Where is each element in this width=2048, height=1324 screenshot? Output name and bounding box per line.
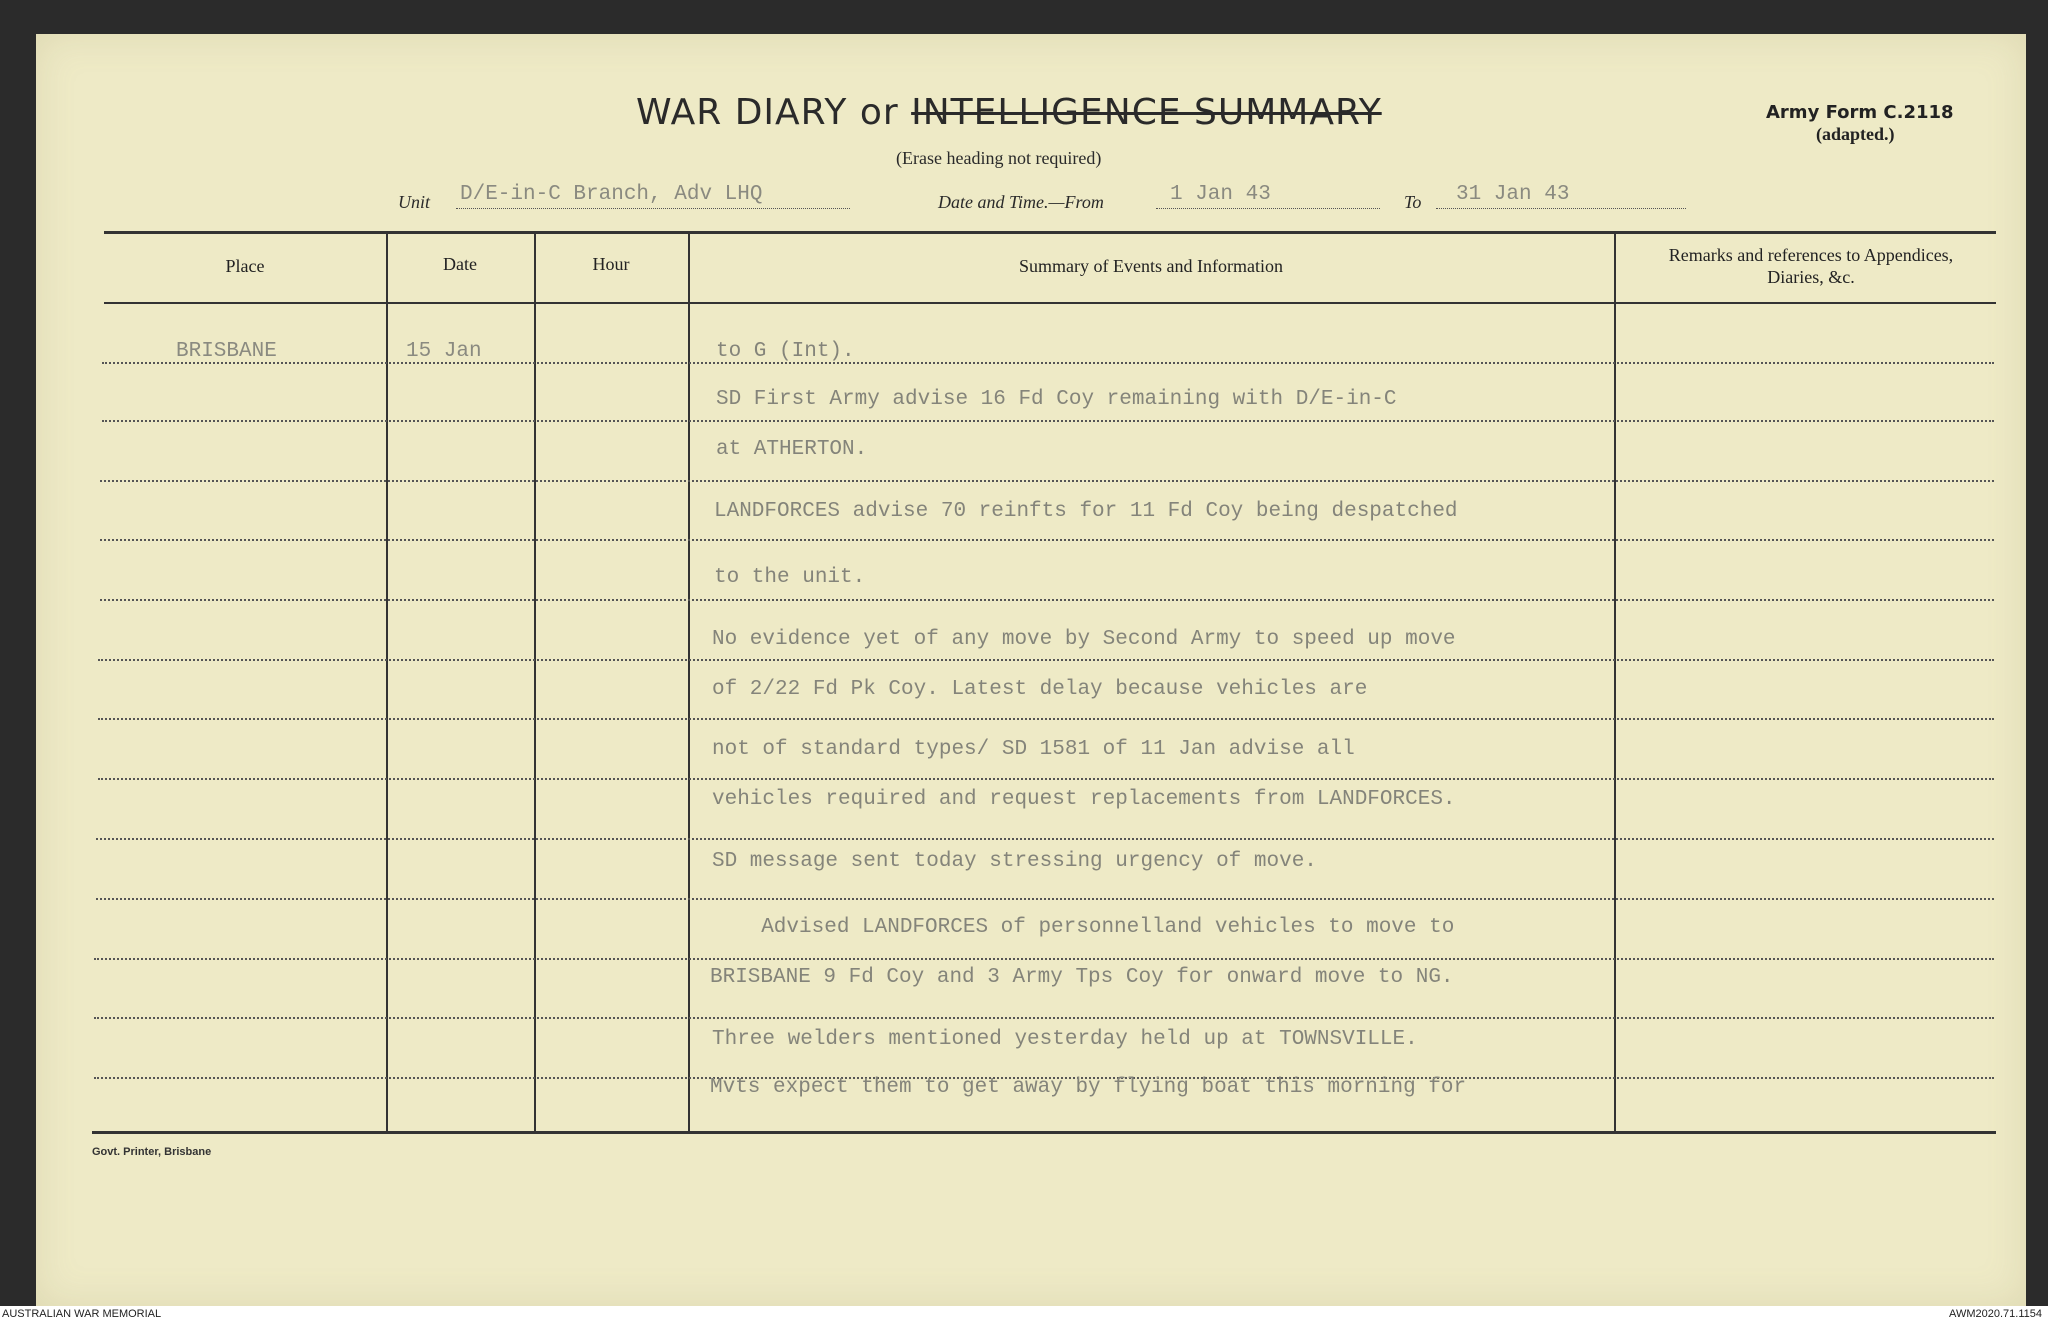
header-summary: Summary of Events and Information [1019, 256, 1283, 276]
summary-line: BRISBANE 9 Fd Coy and 3 Army Tps Coy for onward move to NG. [710, 966, 1454, 989]
header-place: Place [225, 256, 265, 276]
summary-line: Three welders mentioned yesterday held up at TOWNSVILLE. [712, 1028, 1418, 1051]
summary-line: of 2/22 Fd Pk Coy. Latest delay because vehicles are [712, 678, 1368, 701]
date-to: 31 Jan 43 [1436, 182, 1686, 209]
col-divider-summary [1614, 232, 1616, 1132]
page-subtitle: (Erase heading not required) [896, 148, 1102, 168]
entry-date: 15 Jan [406, 340, 482, 363]
unit-value: D/E-in-C Branch, Adv LHQ [456, 182, 850, 209]
col-divider-hour [688, 232, 690, 1132]
summary-line: No evidence yet of any move by Second Army to speed up move [712, 628, 1456, 651]
summary-line: vehicles required and request replacements from LANDFORCES. [712, 788, 1456, 811]
header-date: Date [443, 254, 477, 274]
summary-line: SD First Army advise 16 Fd Coy remaining with D/E-in-C [716, 388, 1397, 411]
date-label: Date and Time.—From [938, 192, 1104, 212]
col-divider-date [534, 232, 536, 1132]
summary-line: LANDFORCES advise 70 reinfts for 11 Fd Coy being despatched [714, 500, 1458, 523]
archive-name: AUSTRALIAN WAR MEMORIAL [2, 1308, 162, 1320]
summary-line: Advised LANDFORCES of personnelland vehicles to move to [736, 916, 1455, 939]
page-title: WAR DIARY or INTELLIGENCE SUMMARY [636, 92, 1382, 133]
date-from: 1 Jan 43 [1156, 182, 1380, 209]
header-remarks: Remarks and references to Appendices, Diaries, &c. [1668, 245, 1954, 287]
to-label: To [1404, 192, 1422, 212]
summary-line: to G (Int). [716, 340, 855, 363]
summary-line: not of standard types/ SD 1581 of 11 Jan advise all [712, 738, 1355, 761]
archive-footer [0, 1306, 2048, 1324]
printer-imprint: Govt. Printer, Brisbane [92, 1146, 212, 1158]
col-divider-place [386, 232, 388, 1132]
entry-place: BRISBANE [176, 340, 277, 363]
summary-line: Mvts expect them to get away by flying boat this morning for [710, 1076, 1467, 1099]
form-reference-sub: (adapted.) [1816, 124, 1895, 144]
header-hour: Hour [592, 254, 630, 274]
diary-page [36, 34, 2026, 1306]
unit-label: Unit [398, 192, 431, 212]
summary-line: SD message sent today stressing urgency of move. [712, 850, 1317, 873]
summary-line: at ATHERTON. [716, 438, 868, 461]
summary-line: to the unit. [714, 566, 866, 589]
form-reference: Army Form C.2118 [1766, 102, 1954, 123]
archive-id: AWM2020.71.1154 [1949, 1308, 2042, 1320]
diary-table [36, 34, 2026, 1306]
